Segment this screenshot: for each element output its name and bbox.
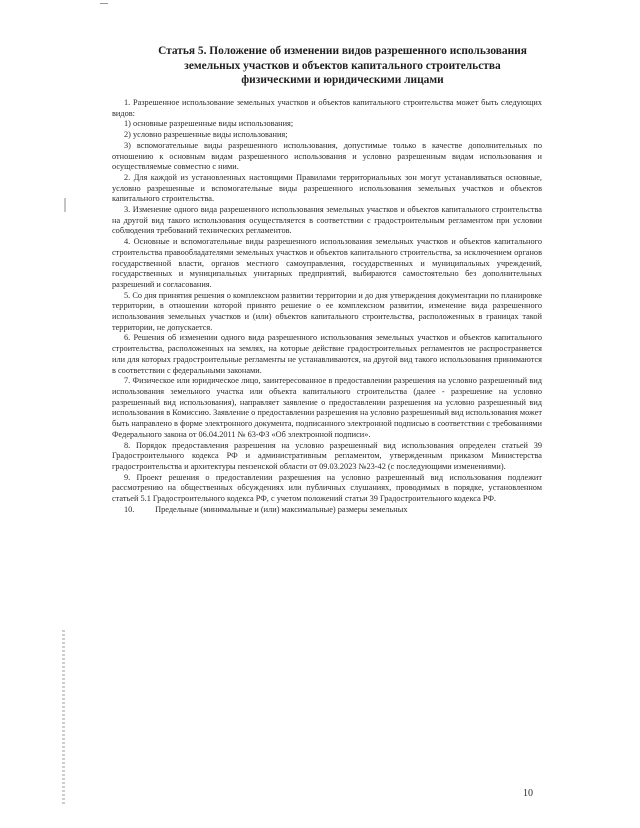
paragraph-5: 5. Со дня принятия решения о комплексном развитии территории и до дня утверждения документации по планировке территории, в отношении которой принято решение о ее комплексном развитии, изменение вида разрешенного использования земельных участков и (или) объектов капитального строительства, расположенных в границах такой территории, не допускается. (112, 290, 542, 332)
title-line: земельных участков и объектов капитального строительства (184, 59, 501, 72)
paragraph-1: 1. Разрешенное использование земельных участков и объектов капитального строительства может быть следующих видов: (112, 98, 542, 118)
paragraph-4: 4. Основные и вспомогательные виды разрешенного использования земельных участков и объектов капитального строительства правообладателями земельных участков и объектов капитального строительства, за исключением органов государственной власти, органов местного самоуправления, государственных и муниципальных учреждений, государственных и муниципальных унитарных предприятий, выбираются самостоятельно без дополнительных разрешений и согласования. (112, 237, 542, 289)
article-body (112, 98, 542, 515)
paragraph-2: 2. Для каждой из установленных настоящими Правилами территориальных зон могут устанавливаться основные, условно разрешенные и вспомогательные виды разрешенного использования земельных участков и объектов капитального строительства. (112, 172, 542, 204)
article-title (150, 44, 535, 88)
page-number: 10 (523, 788, 533, 799)
scan-artifact-top (100, 3, 108, 4)
list-item-3: 3) вспомогательные виды разрешенного использования, допустимые только в качестве дополнительных по отношению к основным видам разрешенного использования и условно разрешенным видам использования и осуществляемые совместно с ними. (112, 140, 542, 172)
paragraph-8: 8. Порядок предоставления разрешения на условно разрешенный вид использования определен статьей 39 Градостроительного кодекса РФ и административным регламентом, утвержденным приказом Министерства градостроительства и архитектуры пензенской области от 09.03.2023 №23-42 (с последующими изменениями). (112, 440, 542, 471)
title-line: физическими и юридическими лицами (241, 74, 444, 86)
paragraph-10-start: 10. Предельные (минимальные и (или) максимальные) размеры земельных (124, 504, 408, 514)
paragraph-9: 9. Проект решения о предоставлении разрешения на условно разрешенный вид использования подлежит рассмотрению на общественных обсуждениях или публичных слушаниях, проводимых в порядке, установленном статьей 5.1 Градостроительного кодекса РФ, с учетом положений статьи 39 Градостроительного кодекса РФ. (112, 472, 542, 504)
scan-artifact-left (64, 198, 66, 212)
scan-artifact-binding-edge (62, 630, 65, 805)
paragraph-6: 6. Решения об изменении одного вида разрешенного использования земельных участков и объектов капитального строительства, расположенных на землях, на которые действие градостроительных регламентов не распространяется или для которых градостроительные регламенты не устанавливаются, на другой вид такого использования принимаются в соответствии с федеральными законами. (112, 333, 542, 375)
list-item-2: 2) условно разрешенные виды использования; (124, 130, 288, 140)
paragraph-3: 3. Изменение одного вида разрешенного использования земельных участков и объектов капитального строительства на другой вид такого использования осуществляется в соответствии с градостроительным регламентом при условии соблюдения требований технических регламентов. (112, 205, 542, 236)
title-line: Статья 5. Положение об изменении видов разрешенного использования (158, 45, 527, 57)
list-item-1: 1) основные разрешенные виды использования; (124, 119, 294, 129)
paragraph-7: 7. Физическое или юридическое лицо, заинтересованное в предоставлении разрешения на условно разрешенный вид использования земельного участка или объекта капитального строительства (далее - разрешение на условно разрешенный вид использования), направляет заявление о предоставлении разрешения на условно разрешенный вид использования в Комиссию. Заявление о предоставлении разрешения на условно разрешенный вид использования может быть направлено в форме электронного документа, подписанного электронной подписью в соответствии с требованиями Федерального закона от 06.04.2011 № 63-ФЗ «Об электронной подписи». (112, 376, 542, 439)
